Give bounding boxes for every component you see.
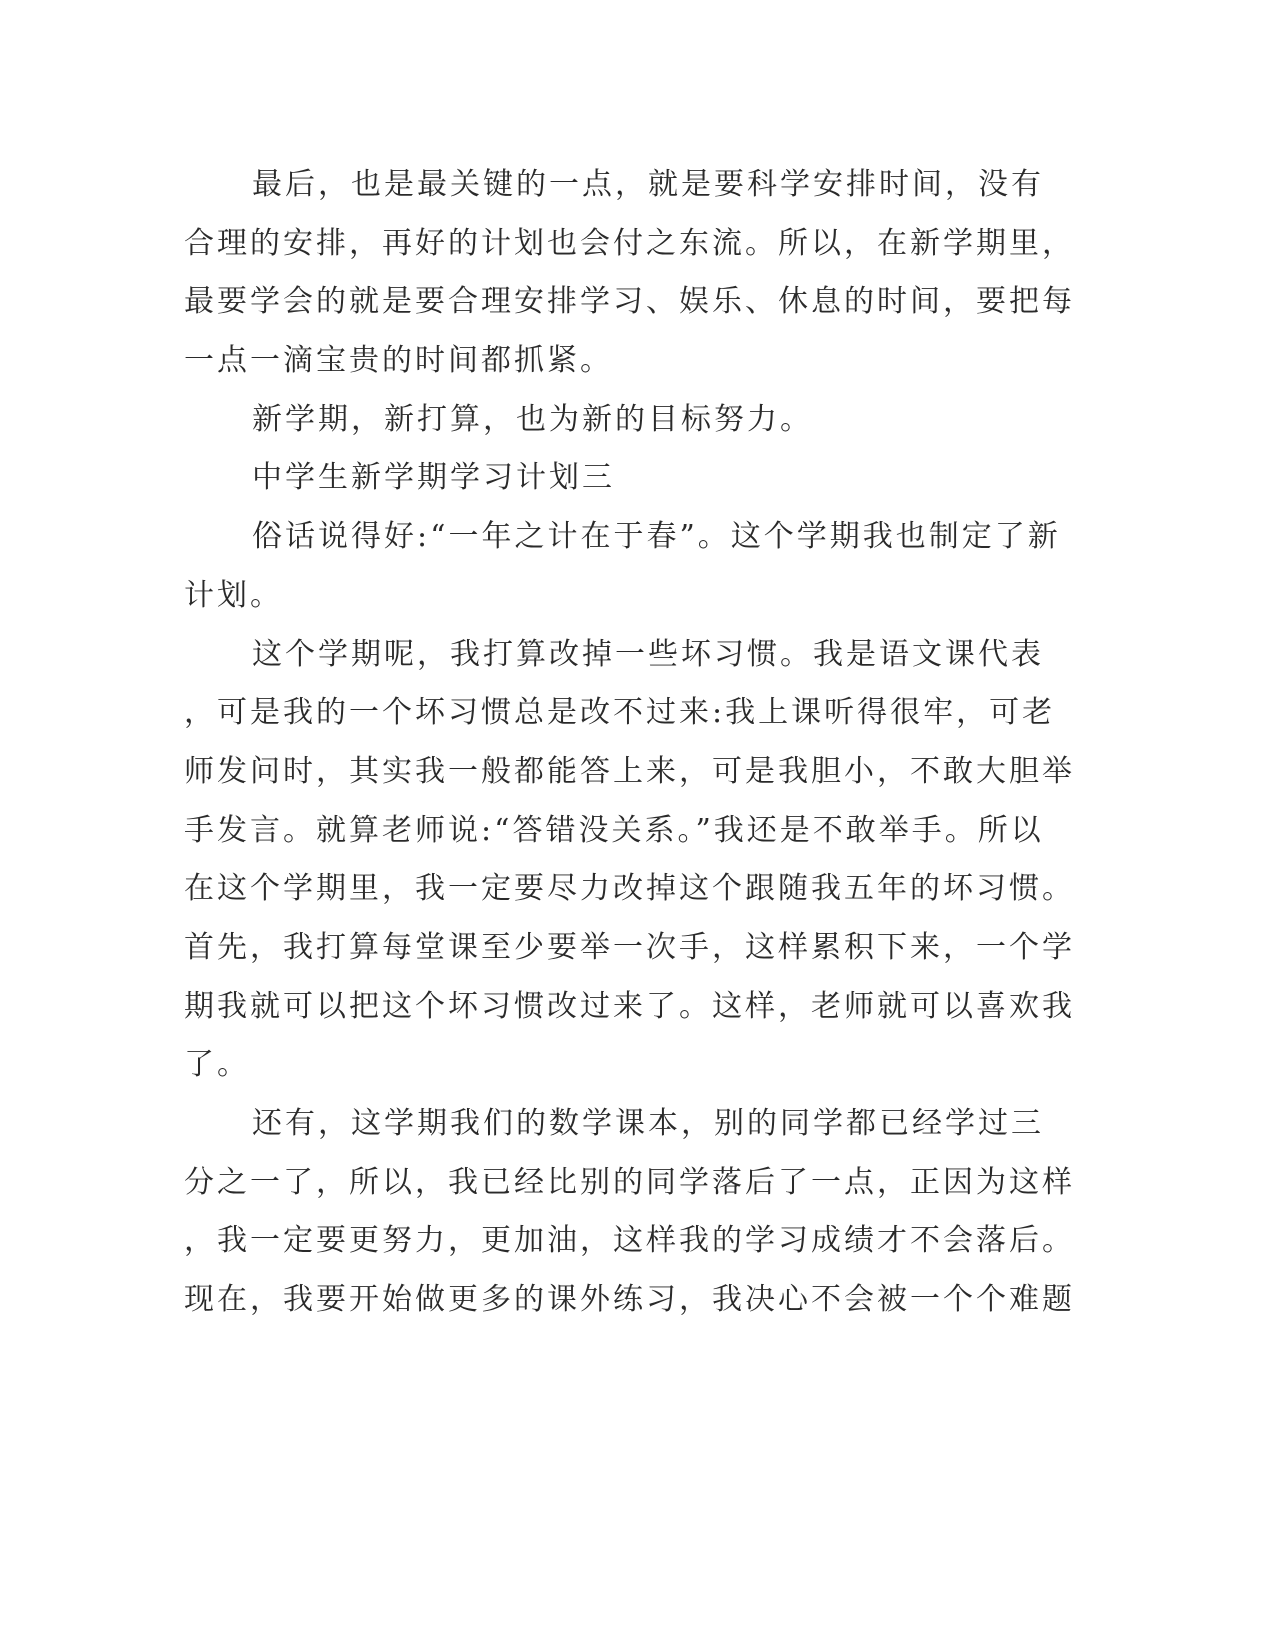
section-heading: 中学生新学期学习计划三 [252,460,615,496]
text-line: 了。 [184,1047,250,1083]
document-body [184,156,1084,1330]
text-line: 最要学会的就是要合理安排学习、娱乐、休息的时间，要把每 [184,284,1075,320]
text-line: 分之一了，所以，我已经比别的同学落后了一点，正因为这样 [184,1164,1075,1200]
text-line: 最后，也是最关键的一点，就是要科学安排时间，没有 [252,167,1044,202]
text-line: 计划。 [184,577,283,613]
text-line: 手发言。就算老师说:“答错没关系。”我还是不敢举手。所以 [184,812,1044,848]
text-line: 师发问时，其实我一般都能答上来，可是我胆小，不敢大胆举 [184,753,1075,789]
text-line: 在这个学期里，我一定要尽力改掉这个跟随我五年的坏习惯。 [184,871,1075,907]
text-line: ，我一定要更努力，更加油，这样我的学习成绩才不会落后。 [184,1223,1075,1259]
text-line: 俗话说得好:“一年之计在于春”。这个学期我也制定了新 [252,519,1061,555]
text-line: 期我就可以把这个坏习惯改过来了。这样，老师就可以喜欢我 [184,988,1075,1024]
text-line: ，可是我的一个坏习惯总是改不过来:我上课听得很牢，可老 [184,695,1056,731]
text-line: 还有，这学期我们的数学课本，别的同学都已经学过三 [252,1106,1044,1141]
text-line: 合理的安排，再好的计划也会付之东流。所以，在新学期里， [184,225,1075,261]
text-line: 一点一滴宝贵的时间都抓紧。 [184,343,613,379]
text-line: 现在，我要开始做更多的课外练习，我决心不会被一个个难题 [184,1282,1075,1318]
text-line: 新学期，新打算，也为新的目标努力。 [252,401,813,437]
text-line: 首先，我打算每堂课至少要举一次手，这样累积下来，一个学 [184,929,1075,965]
text-line: 这个学期呢，我打算改掉一些坏习惯。我是语文课代表 [252,636,1044,672]
